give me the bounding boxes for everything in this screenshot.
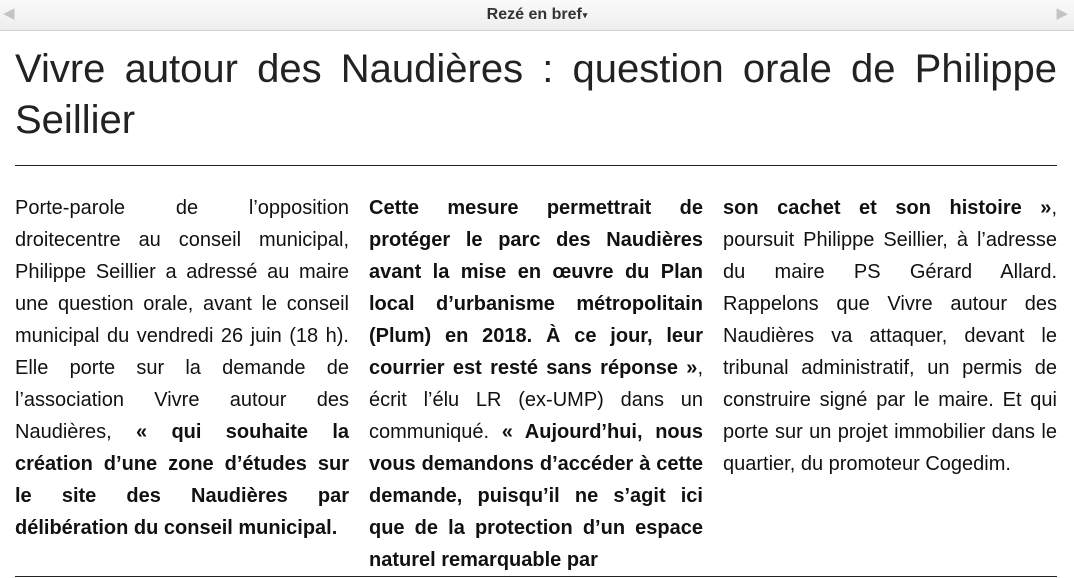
article-title: Vivre autour des Naudières : question orale de Philippe Seillier — [15, 47, 1057, 142]
column-1-text: Porte-parole de l’opposition droitecentre au conseil municipal, Philippe Seillier a adressé au maire une question orale, avant le conseil municipal du vendredi 26 juin (18 h). Elle porte sur la demande de l’association Vivre autour des Naudières, — [15, 197, 349, 443]
article-column-3 — [723, 192, 1057, 480]
column-1-quote: « qui souhaite la création d’une zone d’études sur le site des Naudières par délibération du conseil municipal. — [15, 421, 349, 539]
column-3-text: , poursuit Philippe Seillier, à l’adresse du maire PS Gérard Allard. Rappelons que Vivre autour des Naudières va attaquer, devant le tribunal administratif, un permis de construire signé par le maire. Et qui porte sur un projet immobilier dans le quartier, du promoteur Cogedim. — [723, 197, 1057, 475]
article-body — [15, 192, 1057, 573]
next-arrow-icon[interactable]: ▶ — [1056, 5, 1068, 22]
section-label: Rezé en bref — [486, 6, 582, 23]
article-column-1 — [15, 192, 349, 544]
section-selector[interactable] — [0, 4, 1074, 26]
bottom-divider — [15, 576, 1057, 577]
column-2-quote-1: Cette mesure permettrait de protéger le parc des Naudières avant la mise en œuvre du Plan local d’urbanisme métropolitain (Plum) en 2018. À ce jour, leur courrier est resté sans réponse » — [369, 197, 703, 379]
title-divider — [15, 165, 1057, 166]
previous-arrow-icon[interactable]: ◀ — [3, 5, 15, 22]
top-bar — [0, 0, 1074, 31]
column-2-quote-2: « Aujourd’hui, nous vous demandons d’accéder à cette demande, puisqu’il ne s’agit ici que de la protection d’un espace naturel remarquable par — [369, 421, 703, 571]
column-2-text: , écrit l’élu LR (ex-UMP) dans un communiqué. — [369, 357, 703, 443]
article-column-2 — [369, 192, 703, 573]
column-3-quote: son cachet et son histoire » — [723, 197, 1052, 219]
dropdown-caret-icon: ▾ — [582, 10, 588, 20]
